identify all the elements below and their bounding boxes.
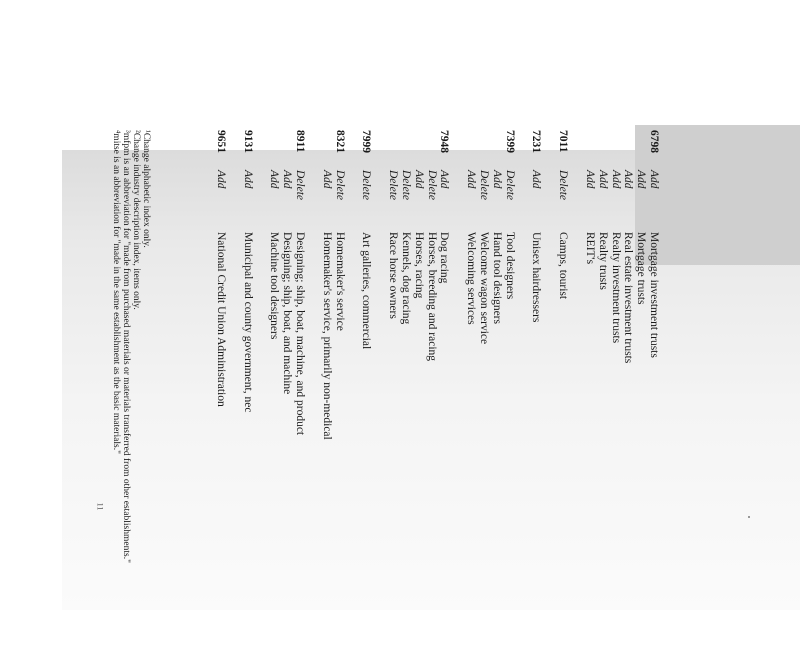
industry-description: Unisex hairdressers bbox=[530, 232, 543, 323]
industry-description: Race horse owners bbox=[387, 232, 400, 319]
sic-code: 6798 bbox=[648, 130, 660, 153]
industry-description: Designing; ship, boat, machine, and product bbox=[294, 232, 306, 436]
change-action: Add bbox=[320, 170, 333, 189]
change-action: Add bbox=[438, 170, 451, 189]
industry-description: Homemaker's service, primarily non-medical bbox=[320, 232, 333, 440]
sic-code: 8321 bbox=[333, 130, 346, 153]
change-action: Add bbox=[609, 170, 622, 189]
industry-description: Municipal and county government, nec bbox=[241, 232, 254, 413]
industry-description: Homemaker's service bbox=[333, 232, 346, 331]
sic-changes-table bbox=[111, 130, 660, 610]
industry-description: Machine tool designers bbox=[268, 232, 281, 340]
industry-description: Real estate investment trusts bbox=[622, 232, 635, 364]
industry-description: Art galleries, commercial bbox=[360, 232, 373, 350]
page-number: 11 bbox=[95, 502, 105, 511]
industry-description: Mortgage trusts bbox=[635, 232, 648, 305]
industry-description: Realty investment trusts bbox=[609, 232, 622, 344]
scan-speck bbox=[748, 516, 750, 518]
sic-code: 7948 bbox=[438, 130, 451, 153]
change-action: Delete bbox=[387, 170, 400, 201]
change-action: Add bbox=[268, 170, 281, 189]
change-action: Delete bbox=[360, 170, 373, 201]
change-action: Delete bbox=[503, 170, 516, 201]
change-action: Add bbox=[241, 170, 254, 189]
sic-code: 7999 bbox=[360, 130, 373, 153]
change-action: Add bbox=[530, 170, 543, 189]
change-action: Delete bbox=[333, 170, 346, 201]
footnote: ⁴mitse is an abbreviation for "made in the same establishment as the basic materials." bbox=[111, 130, 121, 454]
change-action: Add bbox=[214, 170, 227, 189]
industry-description: Kennels, dog racing bbox=[400, 232, 413, 325]
footnote: ¹Change alphabetic index only. bbox=[141, 130, 151, 248]
change-action: Add bbox=[596, 170, 609, 189]
change-action: Add bbox=[648, 170, 660, 189]
sic-code: 7011 bbox=[557, 130, 570, 153]
change-action: Delete bbox=[294, 170, 306, 201]
change-action: Add bbox=[281, 170, 294, 189]
change-action: Delete bbox=[425, 170, 438, 201]
change-action: Add bbox=[490, 170, 503, 189]
industry-description: Horses, breeding and racing bbox=[425, 232, 438, 362]
change-action: Add bbox=[584, 170, 596, 189]
sic-code: 7399 bbox=[503, 130, 516, 153]
industry-description: REIT's bbox=[584, 232, 596, 265]
industry-description: Mortgage investment trusts bbox=[648, 232, 660, 358]
change-action: Add bbox=[412, 170, 425, 189]
change-action: Delete bbox=[400, 170, 413, 201]
industry-description: Tool designers bbox=[503, 232, 516, 300]
footnote: ²Change industry description index, items only. bbox=[131, 130, 141, 310]
footnote: ³mfpm is an abbreviation for "made from purchased materials or materials transferred from other establishments." bbox=[121, 130, 131, 563]
industry-description: Hand tool designers bbox=[490, 232, 503, 324]
change-action: Add bbox=[622, 170, 635, 189]
industry-description: National Credit Union Administration bbox=[214, 232, 227, 407]
industry-description: Camps, tourist bbox=[557, 232, 570, 300]
industry-description: Welcome wagon service bbox=[478, 232, 491, 345]
sic-code: 7231 bbox=[530, 130, 543, 153]
sic-code: 9651 bbox=[214, 130, 227, 153]
sic-code: 9131 bbox=[241, 130, 254, 153]
industry-description: Dog racing bbox=[438, 232, 451, 284]
industry-description: Welcoming services bbox=[465, 232, 478, 325]
sic-code: 8911 bbox=[294, 130, 306, 153]
change-action: Add bbox=[465, 170, 478, 189]
change-action: Delete bbox=[557, 170, 570, 201]
industry-description: Designing; ship, boat, and machine bbox=[281, 232, 294, 395]
change-action: Delete bbox=[478, 170, 491, 201]
change-action: Add bbox=[635, 170, 648, 189]
industry-description: Horses, racing bbox=[412, 232, 425, 299]
industry-description: Realty trusts bbox=[596, 232, 609, 290]
